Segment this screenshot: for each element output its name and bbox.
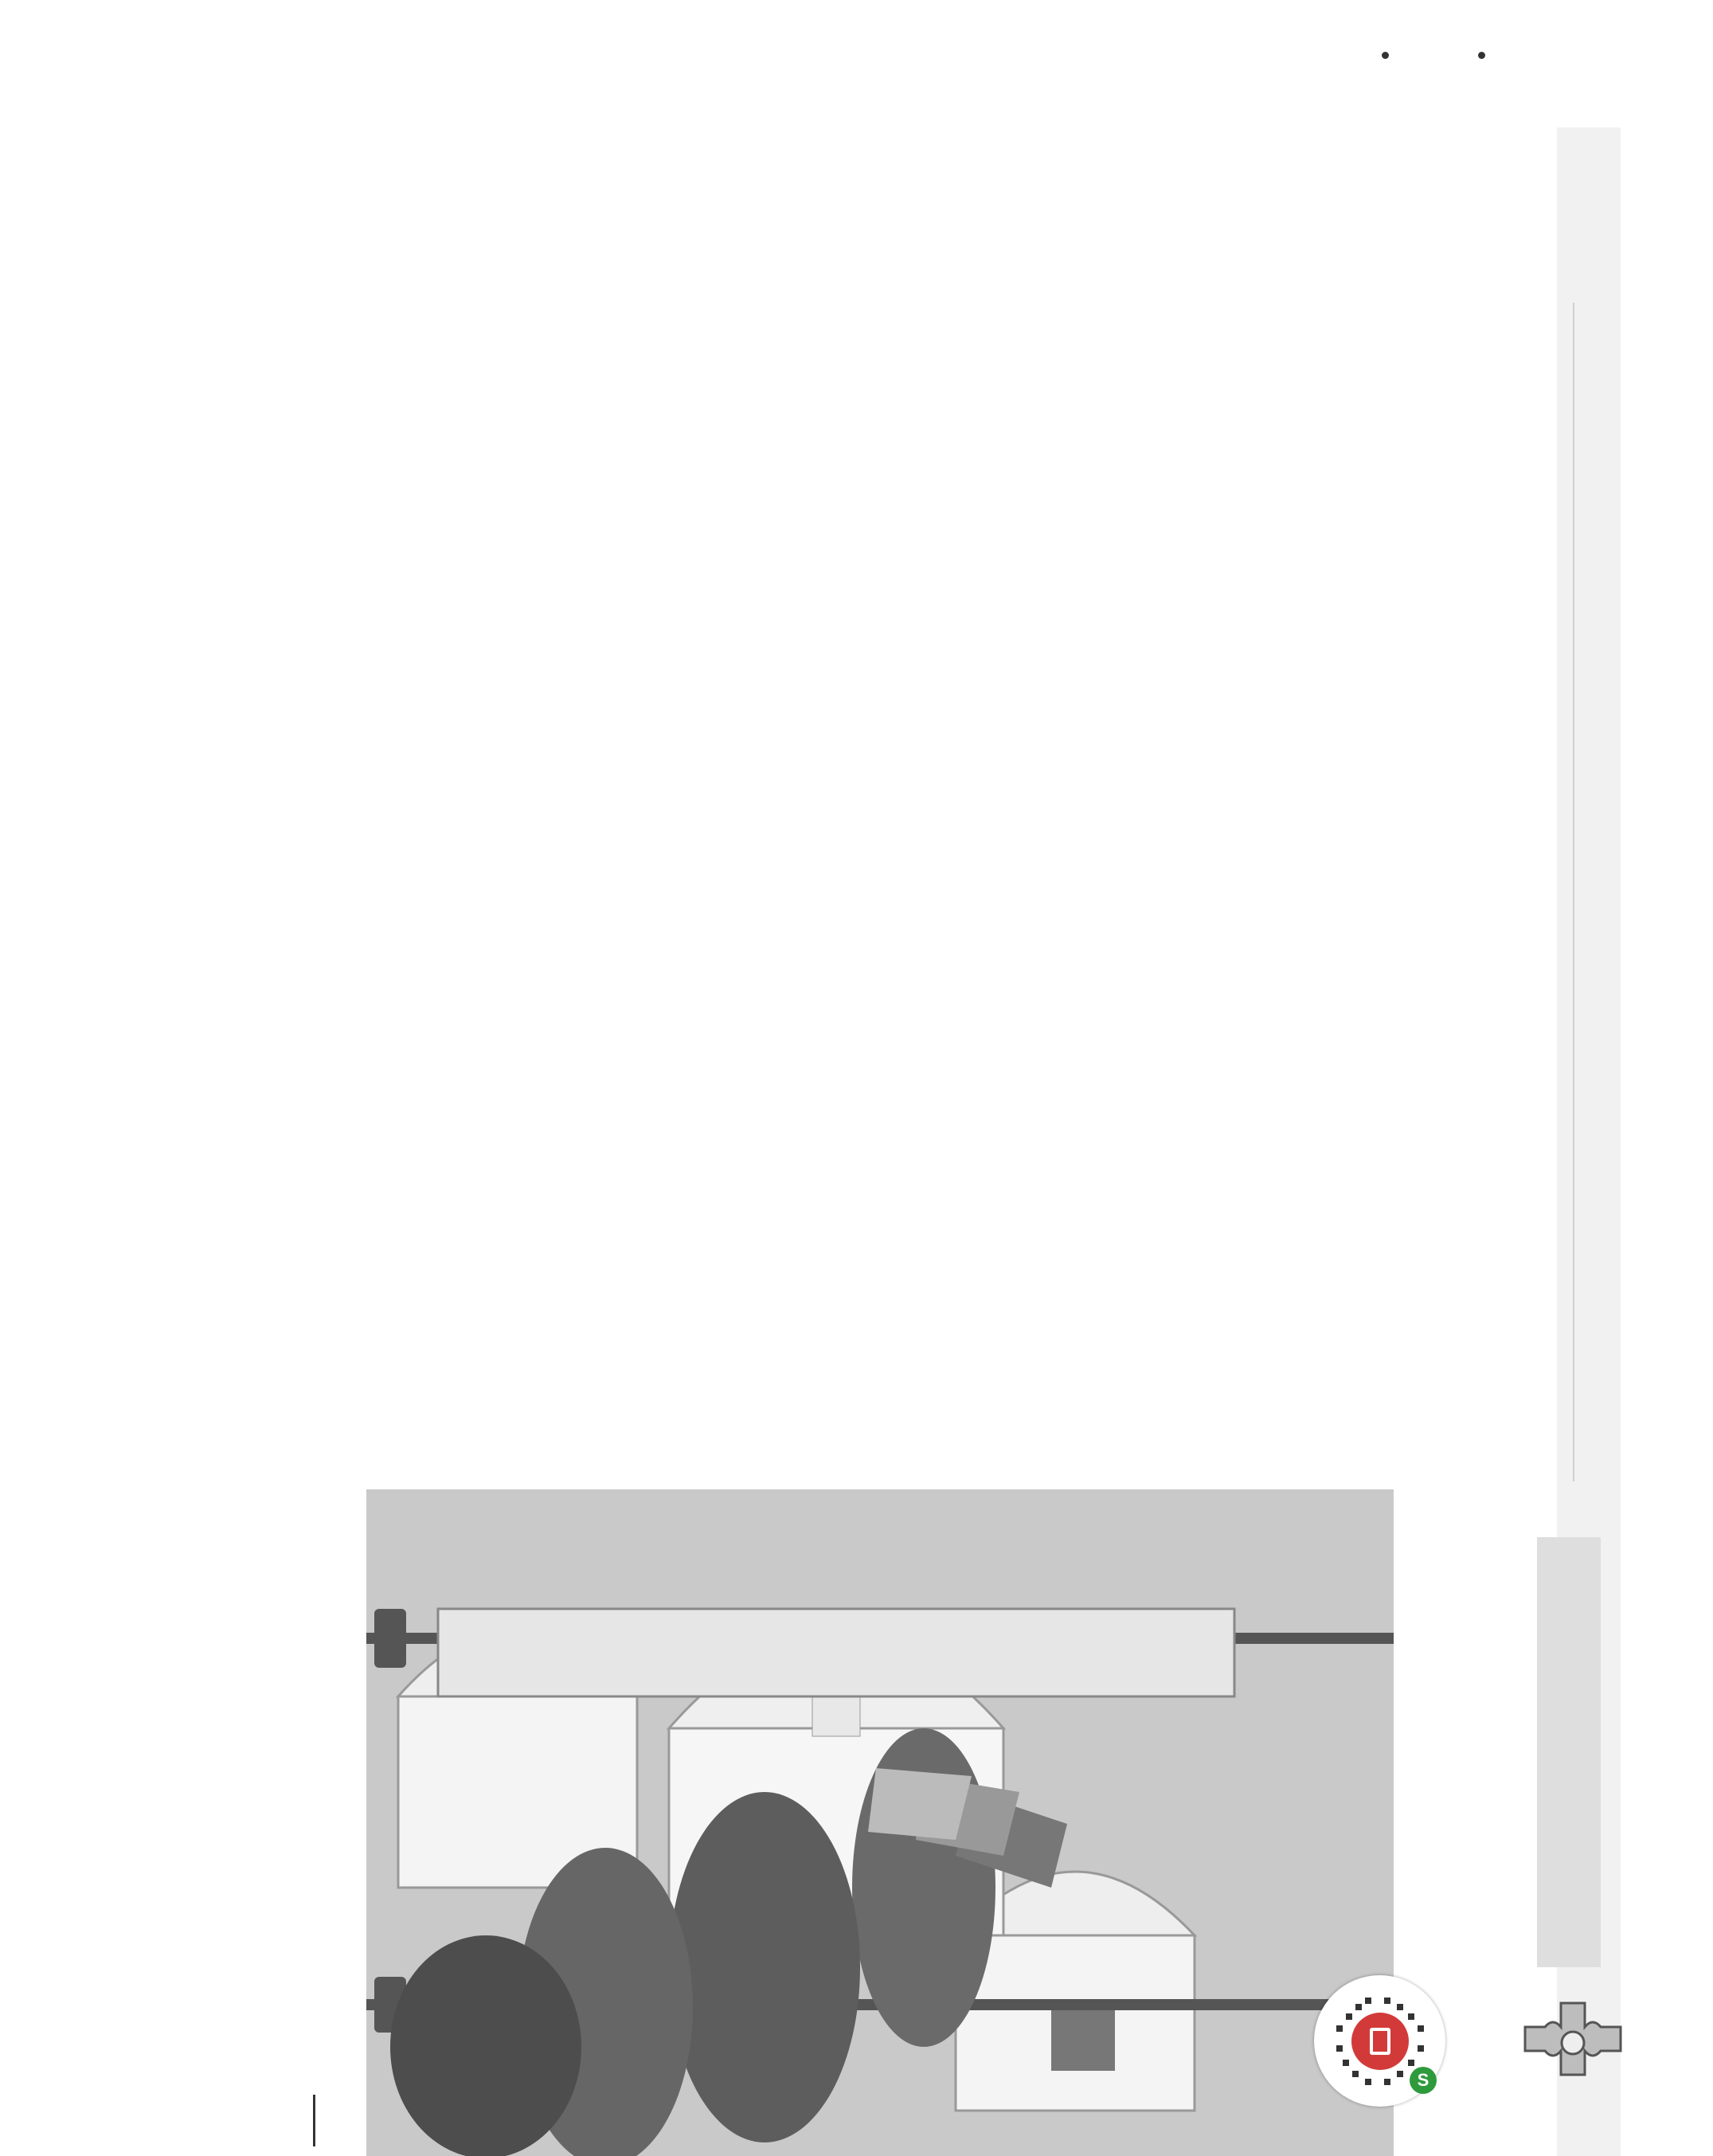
page-number	[1382, 35, 1485, 75]
ceremony-photo-illustration	[366, 1489, 1394, 2156]
page-number-dot-left	[1382, 52, 1389, 59]
ornament-icon	[1517, 1987, 1629, 2099]
page-number-dot-right	[1478, 52, 1485, 59]
running-header	[1537, 1537, 1601, 1967]
ceremony-photo	[366, 1489, 1394, 2156]
qr-badge-s-icon: S	[1410, 2067, 1437, 2094]
margin-rule	[1573, 303, 1574, 1481]
bottom-dash	[313, 2095, 315, 2146]
